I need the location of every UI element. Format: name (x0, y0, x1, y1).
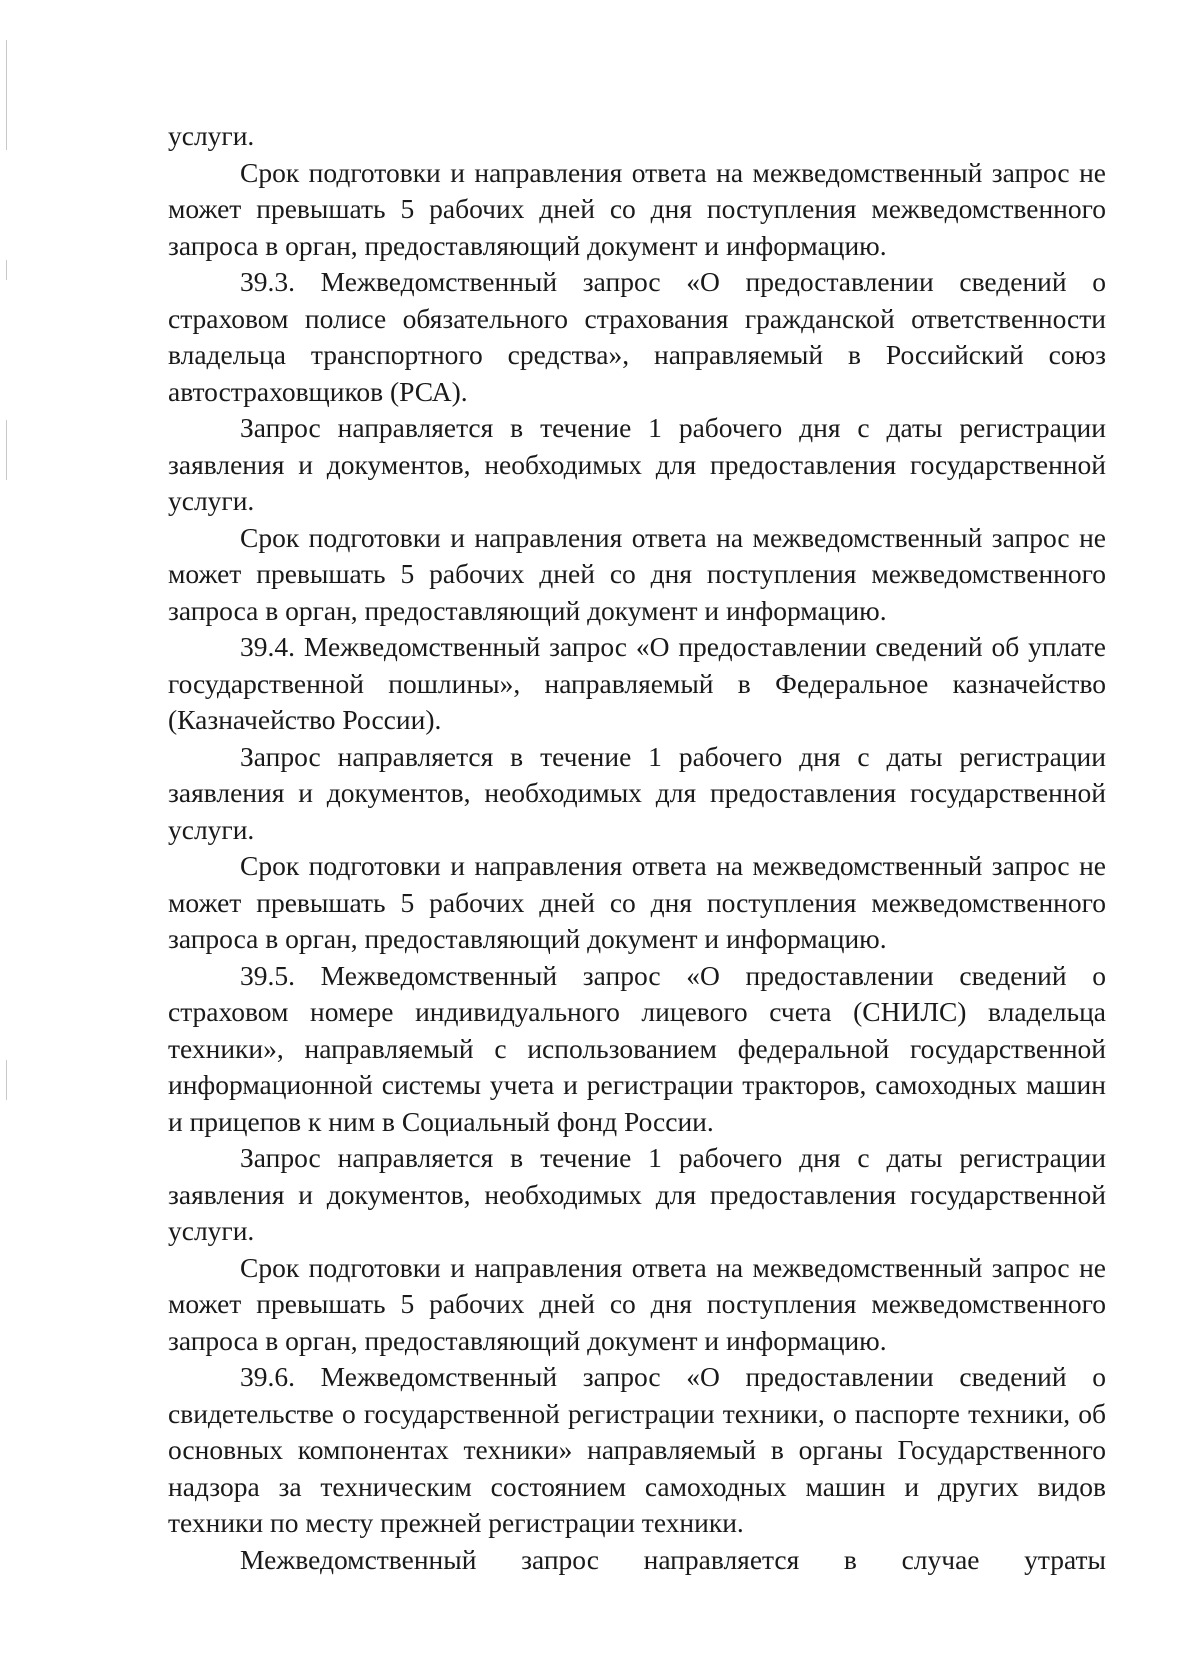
paragraph: Срок подготовки и направления ответа на межведомственный запрос не может превышать 5 рабочих дней со дня поступления межведомственного запроса в орган, предоставляющий документ и информацию. (168, 156, 1106, 261)
paragraph-section-39-5: 39.5. Межведомственный запрос «О предоставлении сведений о страховом номере индивидуального лицевого счета (СНИЛС) владельца техники», направляемый с использованием федеральной государственной информационной системы учета и регистрации тракторов, самоходных машин и прицепов к ним в Социальный фонд России. (168, 959, 1106, 1137)
paragraph: Срок подготовки и направления ответа на межведомственный запрос не может превышать 5 рабочих дней со дня поступления межведомственного запроса в орган, предоставляющий документ и информацию. (168, 850, 1106, 954)
scan-edge-mark (6, 40, 7, 150)
scan-edge-mark (6, 1060, 7, 1100)
paragraph-section-39-3: 39.3. Межведомственный запрос «О предоставлении сведений о страховом полисе обязательного страхования гражданской ответственности владельца транспортного средства», направляемый в Российский союз автостраховщиков (РСА). (168, 266, 1106, 407)
scan-edge-mark (6, 260, 7, 280)
document-body (168, 118, 1106, 1578)
paragraph: Срок подготовки и направления ответа на межведомственный запрос не может превышать 5 рабочих дней со дня поступления межведомственного запроса в орган, предоставляющий документ и информацию. (168, 521, 1106, 626)
paragraph: Срок подготовки и направления ответа на межведомственный запрос не может превышать 5 рабочих дней со дня поступления межведомственного запроса в орган, предоставляющий документ и информацию. (168, 1251, 1106, 1356)
paragraph-section-39-4: 39.4. Межведомственный запрос «О предоставлении сведений об уплате государственной пошлины», направляемый в Федеральное казначейство (Казначейство России). (168, 631, 1106, 735)
paragraph: Запрос направляется в течение 1 рабочего дня с даты регистрации заявления и документов, необходимых для предоставления государственной услуги. (168, 412, 1106, 516)
paragraph: Запрос направляется в течение 1 рабочего дня с даты регистрации заявления и документов, необходимых для предоставления государственной услуги. (168, 740, 1106, 845)
scan-edge-mark (6, 420, 7, 480)
paragraph-section-39-6: 39.6. Межведомственный запрос «О предоставлении сведений о свидетельстве о государственной регистрации техники, о паспорте техники, об основных компонентах техники» направляемый в органы Государственного надзора за техническим состоянием самоходных машин и других видов техники по месту прежней регистрации техники. (168, 1361, 1106, 1538)
paragraph: Запрос направляется в течение 1 рабочего дня с даты регистрации заявления и документов, необходимых для предоставления государственной услуги. (168, 1142, 1106, 1246)
paragraph-truncated: Межведомственный запрос направляется в случае утраты (240, 1543, 1106, 1575)
paragraph-continuation: услуги. (168, 120, 255, 151)
